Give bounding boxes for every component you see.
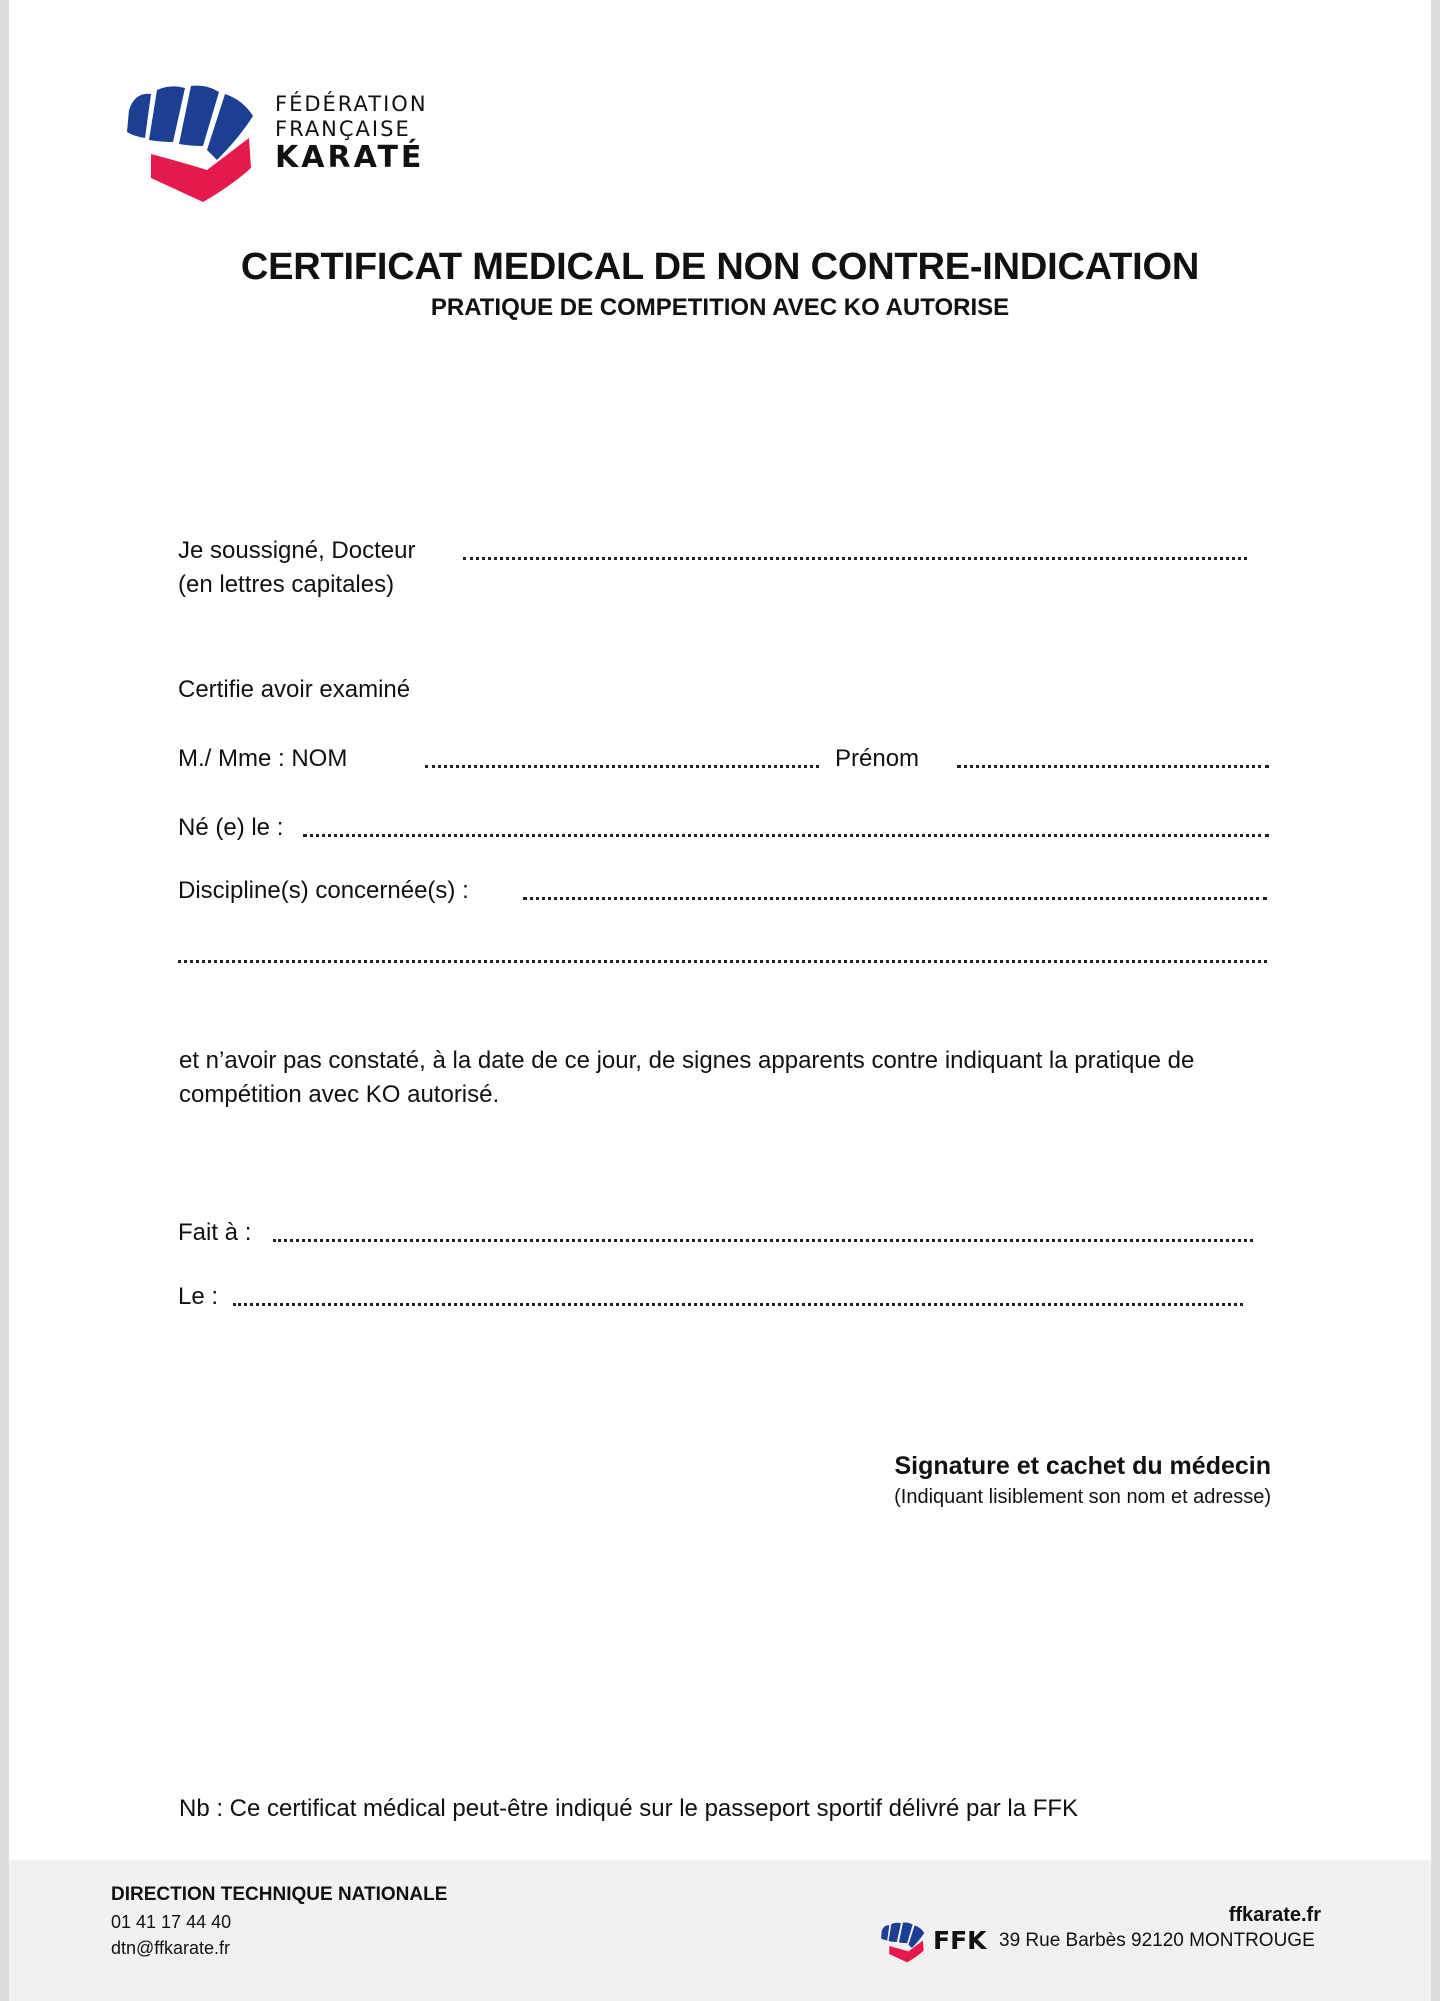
date-label: Le : [178, 1283, 219, 1310]
footer-website[interactable]: ffkarate.fr [1228, 1904, 1321, 1926]
last-name-field[interactable] [425, 765, 819, 768]
federation-logo-text [275, 94, 428, 173]
footer-email[interactable]: dtn@ffkarate.fr [111, 1938, 230, 1958]
logo-line-3: KARATÉ [275, 140, 425, 175]
certify-label: Certifie avoir examiné [178, 676, 411, 703]
birth-date-field[interactable] [303, 834, 1269, 837]
place-label: Fait à : [178, 1219, 252, 1246]
footer-department: DIRECTION TECHNIQUE NATIONALE [111, 1884, 448, 1905]
date-field[interactable] [233, 1303, 1243, 1306]
statement-paragraph: et n’avoir pas constaté, à la date de ce jour, de signes apparents contre indiquant la pratique de compétition avec KO autorisé. [179, 1047, 1195, 1108]
discipline-label: Discipline(s) concernée(s) : [178, 877, 469, 904]
place-field[interactable] [273, 1239, 1253, 1242]
discipline-field-line-2[interactable] [178, 960, 1267, 963]
logo-line-1: FÉDÉRATION [275, 92, 428, 116]
discipline-field[interactable] [523, 897, 1267, 900]
doctor-note: (en lettres capitales) [178, 571, 395, 598]
footer-brand: FFK [933, 1926, 987, 1955]
document-subtitle: PRATIQUE DE COMPETITION AVEC KO AUTORISE [430, 294, 1010, 321]
doctor-label: Je soussigné, Docteur [178, 537, 416, 564]
passport-note: Nb : Ce certificat médical peut-être indiqué sur le passeport sportif délivré par la FFK [179, 1795, 1079, 1822]
doctor-name-field[interactable] [463, 557, 1247, 560]
birth-date-label: Né (e) le : [178, 814, 284, 841]
document-title: CERTIFICAT MEDICAL DE NON CONTRE-INDICATION [240, 246, 1200, 288]
signature-title: Signature et cachet du médecin [894, 1452, 1271, 1480]
ffk-fist-logo-icon [121, 80, 261, 205]
first-name-field[interactable] [957, 765, 1269, 768]
footer-address: 39 Rue Barbès 92120 MONTROUGE [999, 1930, 1315, 1951]
ffk-small-logo-icon [879, 1920, 927, 1964]
civility-name-label: M./ Mme : NOM [178, 745, 348, 772]
footer [9, 1860, 1431, 2001]
first-name-label: Prénom [835, 745, 920, 772]
footer-phone: 01 41 17 44 40 [111, 1912, 232, 1932]
logo-line-2: FRANÇAISE [275, 117, 411, 141]
signature-subtitle: (Indiquant lisiblement son nom et adresse) [894, 1486, 1271, 1508]
certificate-page [9, 0, 1431, 2001]
